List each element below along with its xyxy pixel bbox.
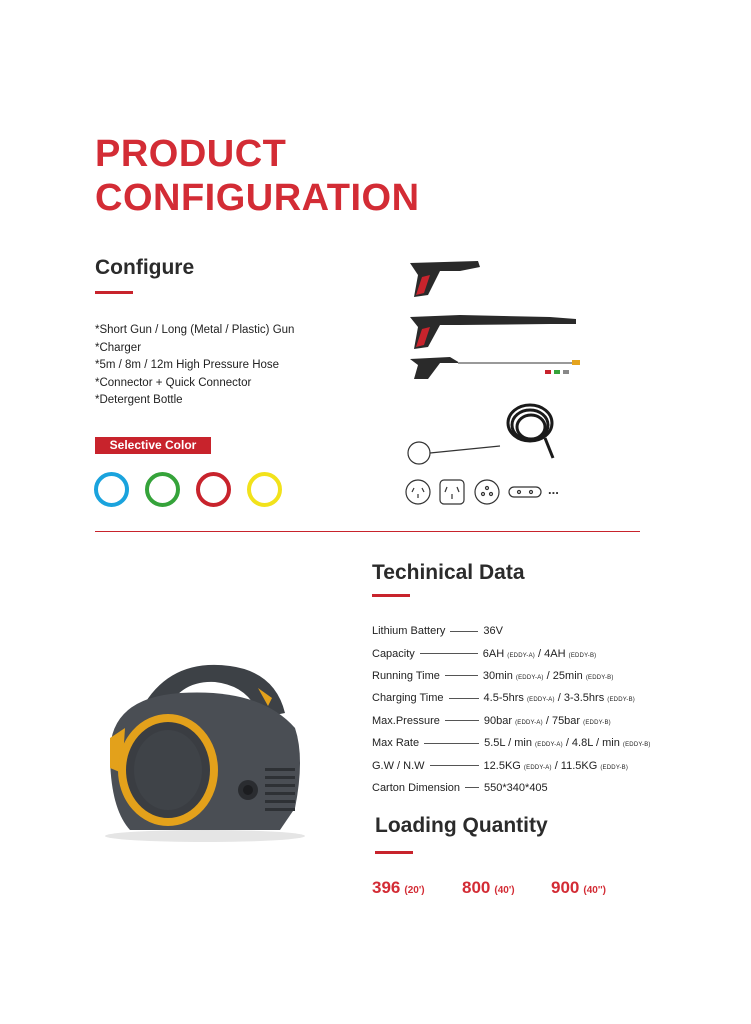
spec-value bbox=[484, 782, 548, 794]
spec-row bbox=[372, 777, 672, 799]
spec-note-a: (EDDY-A) bbox=[507, 652, 535, 659]
spec-label: Running Time bbox=[372, 669, 440, 682]
spec-value bbox=[484, 715, 611, 727]
configure-underline bbox=[95, 291, 133, 294]
spec-leader-line bbox=[449, 698, 479, 699]
spec-value-b: / 75bar bbox=[542, 714, 581, 727]
spec-note-b: (EDDY-B) bbox=[622, 742, 651, 749]
spec-row bbox=[372, 710, 672, 732]
color-swatch-green[interactable] bbox=[145, 472, 180, 507]
loading-qty-container: (20') bbox=[404, 885, 425, 896]
technical-heading: Techinical Data bbox=[372, 561, 525, 584]
title-line-2: CONFIGURATION bbox=[95, 177, 420, 219]
high-pressure-hose-icon bbox=[508, 405, 553, 458]
spec-note-a: (EDDY-A) bbox=[515, 719, 543, 726]
spec-label: Max.Pressure bbox=[372, 714, 440, 727]
loading-heading: Loading Quantity bbox=[375, 814, 548, 837]
spec-note-a: (EDDY-A) bbox=[515, 674, 544, 681]
configure-list bbox=[95, 322, 294, 410]
spec-value-a: 12.5KG bbox=[483, 759, 521, 772]
color-swatch-yellow[interactable] bbox=[247, 472, 282, 507]
spec-value-a: 90bar bbox=[483, 714, 512, 727]
color-swatch-blue[interactable] bbox=[94, 472, 129, 507]
spec-leader-line bbox=[424, 743, 479, 744]
plug-cn-icon bbox=[440, 480, 464, 504]
configure-heading: Configure bbox=[95, 256, 195, 279]
spec-note-b: (EDDY-B) bbox=[583, 719, 611, 726]
loading-qty-item bbox=[551, 878, 606, 898]
plug-types-illustration bbox=[405, 478, 545, 506]
detergent-bottle-icon bbox=[408, 442, 500, 464]
spec-value-b: / 4.8L / min bbox=[562, 737, 620, 750]
spec-note-a: (EDDY-A) bbox=[523, 764, 552, 771]
spec-value bbox=[483, 670, 614, 682]
configure-item: *Charger bbox=[95, 341, 142, 354]
short-gun-icon bbox=[410, 261, 480, 297]
spec-leader-line bbox=[445, 675, 478, 676]
spec-label: Capacity bbox=[372, 647, 415, 660]
color-swatch-red[interactable] bbox=[196, 472, 231, 507]
spec-note-b: (EDDY-B) bbox=[600, 764, 629, 771]
spec-value-b: / 3-3.5hrs bbox=[554, 692, 605, 705]
pressure-washer-illustration bbox=[100, 658, 310, 843]
spec-leader-line bbox=[450, 631, 478, 632]
technical-underline bbox=[372, 594, 410, 597]
spec-value bbox=[484, 760, 629, 772]
loading-qty-container: (40'') bbox=[583, 885, 606, 896]
configure-item: *5m / 8m / 12m High Pressure Hose bbox=[95, 359, 280, 371]
spec-label: Carton Dimension bbox=[372, 781, 461, 794]
spec-value-b: / 25min bbox=[543, 669, 583, 682]
nozzle-set-icon bbox=[545, 368, 575, 376]
spray-guns-illustration bbox=[400, 255, 600, 380]
configure-item: *Connector + Quick Connector bbox=[95, 376, 252, 389]
spec-value bbox=[483, 625, 503, 637]
selective-color-badge: Selective Color bbox=[95, 437, 211, 454]
spec-note-b: (EDDY-B) bbox=[585, 674, 614, 681]
spec-note-a: (EDDY-A) bbox=[535, 742, 563, 749]
spec-leader-line bbox=[430, 765, 479, 766]
configure-item: *Short Gun / Long (Metal / Plastic) Gun bbox=[95, 324, 295, 336]
loading-qty-item bbox=[372, 878, 425, 898]
spec-row bbox=[372, 687, 672, 709]
spec-row bbox=[372, 732, 672, 754]
long-gun-icon bbox=[410, 315, 576, 349]
spec-leader-line bbox=[465, 787, 479, 788]
spec-value-a: 6AH bbox=[482, 647, 505, 660]
spec-label: Max Rate bbox=[372, 737, 420, 750]
spec-value-a: 4.5-5hrs bbox=[483, 692, 524, 705]
loading-qty-container: (40') bbox=[494, 885, 515, 896]
spec-row bbox=[372, 642, 672, 664]
configure-item: *Detergent Bottle bbox=[95, 394, 183, 406]
spec-label: Charging Time bbox=[372, 692, 444, 705]
loading-qty-value: 396 bbox=[372, 878, 401, 897]
loading-qty-item bbox=[462, 878, 515, 898]
spec-value bbox=[484, 692, 635, 704]
plug-au-icon bbox=[406, 480, 430, 504]
spec-leader-line bbox=[420, 653, 478, 654]
spec-row bbox=[372, 665, 672, 687]
spec-label: G.W / N.W bbox=[372, 759, 425, 772]
spec-note-b: (EDDY-B) bbox=[607, 697, 635, 704]
spec-value-a: 5.5L / min bbox=[484, 737, 532, 750]
spec-note-a: (EDDY-A) bbox=[526, 697, 555, 704]
spec-value bbox=[484, 737, 651, 749]
spec-leader-line bbox=[445, 720, 479, 721]
spec-row bbox=[372, 754, 672, 776]
plug-uk-icon bbox=[475, 480, 499, 504]
page-title bbox=[95, 132, 420, 220]
spec-label: Lithium Battery bbox=[372, 625, 446, 638]
spec-row bbox=[372, 620, 672, 642]
more-plugs-ellipsis: ... bbox=[548, 482, 559, 497]
loading-qty-value: 900 bbox=[551, 878, 580, 897]
spec-value-b: / 4AH bbox=[534, 647, 566, 660]
spec-value bbox=[483, 648, 597, 660]
spec-value-a: 30min bbox=[482, 669, 513, 682]
section-divider bbox=[95, 531, 640, 532]
plug-eu-icon bbox=[509, 487, 541, 497]
spec-value-b: / 11.5KG bbox=[551, 759, 598, 772]
spec-value-a: 36V bbox=[483, 625, 503, 638]
spec-value-a: 550*340*405 bbox=[484, 781, 548, 794]
loading-qty-value: 800 bbox=[462, 878, 491, 897]
loading-underline bbox=[375, 851, 413, 854]
hose-illustration bbox=[405, 398, 575, 468]
spec-note-b: (EDDY-B) bbox=[568, 652, 597, 659]
title-line-1: PRODUCT bbox=[95, 133, 287, 175]
